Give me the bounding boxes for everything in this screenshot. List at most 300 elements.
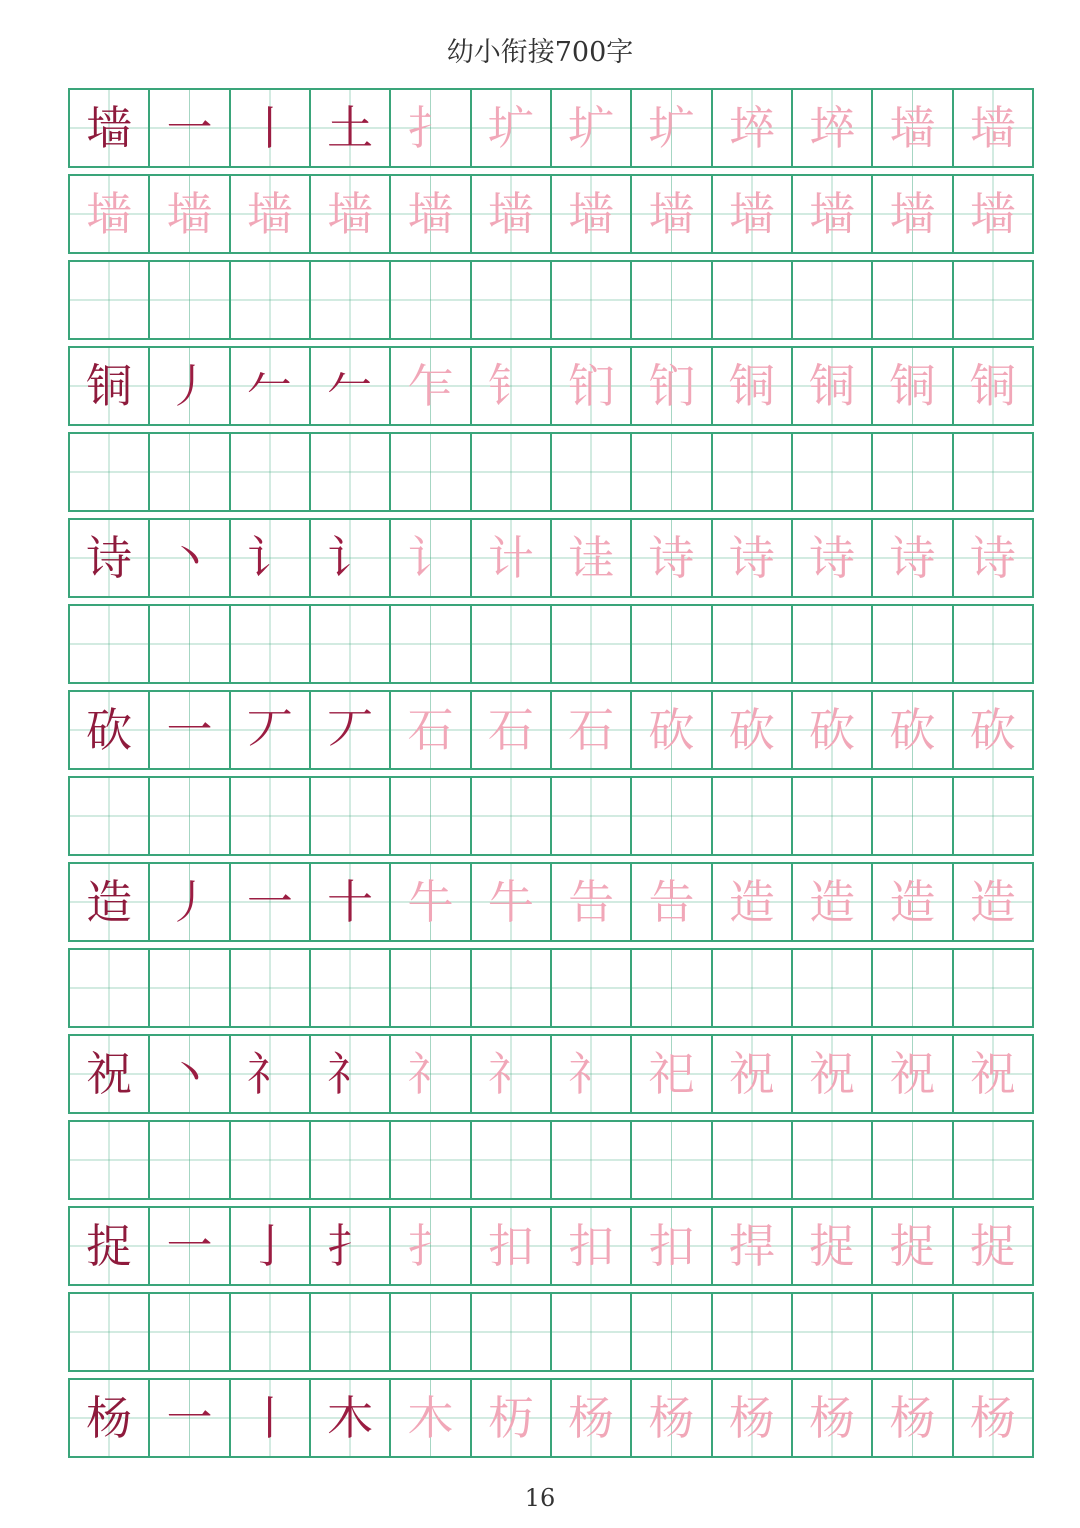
stroke-step-cell (791, 1034, 873, 1114)
stroke-step-character: 捉 (809, 1219, 856, 1273)
stroke-step-cell (952, 1378, 1034, 1458)
stroke-step-character: 丿 (166, 875, 213, 929)
blank-tian-cell (68, 776, 150, 856)
stroke-step-cell (550, 88, 632, 168)
blank-tian-cell (791, 260, 873, 340)
stroke-step-cell (711, 518, 793, 598)
blank-tian-cell (309, 948, 391, 1028)
stroke-step-cell (229, 88, 311, 168)
stroke-step-character: 丿 (166, 359, 213, 413)
stroke-step-character: 埣 (728, 101, 775, 155)
stroke-step-cell (309, 346, 391, 426)
stroke-step-character: 钔 (648, 359, 695, 413)
stroke-step-cell (309, 1378, 391, 1458)
stroke-step-cell (550, 1378, 632, 1458)
stroke-step-character: 杨 (889, 1391, 936, 1445)
stroke-step-character: 诗 (809, 531, 856, 585)
stroke-step-character: 造 (969, 875, 1016, 929)
stroke-step-cell (229, 862, 311, 942)
stroke-step-cell (630, 862, 712, 942)
stroke-step-cell (229, 518, 311, 598)
stroke-step-cell (389, 1378, 471, 1458)
blank-tian-cell (229, 1120, 311, 1200)
stroke-step-character: 祝 (969, 1047, 1016, 1101)
blank-tian-cell (389, 604, 471, 684)
stroke-step-cell (630, 1378, 712, 1458)
stroke-step-character: 铜 (809, 359, 856, 413)
blank-tian-cell (470, 260, 552, 340)
stroke-step-character: 石 (568, 703, 615, 757)
stroke-step-character: 诗 (728, 531, 775, 585)
stroke-step-character: 十 (327, 875, 374, 929)
stroke-step-character: 牛 (407, 875, 454, 929)
blank-tian-cell (389, 948, 471, 1028)
stroke-step-cell (791, 518, 873, 598)
blank-tian-cell (871, 776, 953, 856)
stroke-step-cell (871, 862, 953, 942)
blank-tian-cell (309, 432, 391, 512)
blank-tian-cell (229, 604, 311, 684)
blank-tian-cell (550, 432, 632, 512)
stroke-step-cell (791, 1378, 873, 1458)
blank-tian-cell (389, 1292, 471, 1372)
stroke-order-row (68, 1034, 1032, 1114)
stroke-order-row (68, 1206, 1032, 1286)
stroke-step-character: 铜 (969, 359, 1016, 413)
stroke-step-character: 丆 (246, 703, 293, 757)
stroke-step-character: 造 (889, 875, 936, 929)
stroke-step-character: 杨 (648, 1391, 695, 1445)
stroke-step-character: 砍 (889, 703, 936, 757)
stroke-step-character: 捉 (969, 1219, 1016, 1273)
stroke-step-cell (550, 690, 632, 770)
stroke-step-character: 一 (246, 875, 293, 929)
stroke-step-character: 讠 (246, 531, 293, 585)
stroke-step-cell (470, 862, 552, 942)
stroke-step-character: 礻 (407, 1047, 454, 1101)
blank-practice-row (68, 948, 1032, 1028)
stroke-step-cell (952, 174, 1034, 254)
stroke-step-character: 丶 (166, 1047, 213, 1101)
stroke-step-character: 祀 (648, 1047, 695, 1101)
stroke-step-cell (389, 518, 471, 598)
stroke-step-character: 𠂉 (246, 359, 293, 413)
model-character: 墙 (86, 187, 133, 241)
stroke-step-character: 一 (166, 703, 213, 757)
stroke-step-cell (550, 346, 632, 426)
stroke-step-cell (229, 690, 311, 770)
blank-tian-cell (791, 432, 873, 512)
stroke-step-cell (791, 346, 873, 426)
stroke-step-cell (550, 862, 632, 942)
blank-tian-cell (952, 948, 1034, 1028)
blank-tian-cell (309, 260, 391, 340)
stroke-step-character: 杨 (728, 1391, 775, 1445)
model-char-cell (68, 174, 150, 254)
blank-tian-cell (791, 776, 873, 856)
model-character: 诗 (86, 531, 133, 585)
stroke-step-character: 杤 (487, 1391, 534, 1445)
stroke-step-character: 墙 (969, 187, 1016, 241)
stroke-step-cell (871, 346, 953, 426)
stroke-step-character: 丶 (166, 531, 213, 585)
stroke-step-character: 祝 (889, 1047, 936, 1101)
stroke-step-character: 石 (487, 703, 534, 757)
blank-tian-cell (630, 604, 712, 684)
stroke-step-cell (470, 174, 552, 254)
blank-tian-cell (148, 432, 230, 512)
stroke-step-character: 墙 (407, 187, 454, 241)
stroke-step-cell (871, 88, 953, 168)
model-char-cell (68, 1206, 150, 1286)
stroke-step-character: 计 (487, 531, 534, 585)
stroke-step-cell (389, 862, 471, 942)
stroke-step-cell (871, 518, 953, 598)
stroke-step-character: 礻 (327, 1047, 374, 1101)
blank-tian-cell (711, 432, 793, 512)
stroke-step-cell (309, 88, 391, 168)
blank-tian-cell (630, 948, 712, 1028)
stroke-step-character: 诗 (969, 531, 1016, 585)
blank-tian-cell (550, 604, 632, 684)
stroke-step-cell (309, 690, 391, 770)
stroke-step-character: 𠂉 (327, 359, 374, 413)
model-character: 墙 (86, 101, 133, 155)
blank-tian-cell (550, 1292, 632, 1372)
stroke-step-cell (470, 690, 552, 770)
stroke-step-character: 杨 (809, 1391, 856, 1445)
stroke-step-cell (952, 1034, 1034, 1114)
stroke-step-character: 杨 (969, 1391, 1016, 1445)
stroke-step-character: 诖 (568, 531, 615, 585)
stroke-step-cell (309, 518, 391, 598)
blank-tian-cell (711, 604, 793, 684)
blank-tian-cell (470, 1120, 552, 1200)
model-char-cell (68, 518, 150, 598)
stroke-step-cell (550, 1206, 632, 1286)
stroke-step-character: 砍 (728, 703, 775, 757)
stroke-step-cell (470, 518, 552, 598)
stroke-step-cell (871, 1034, 953, 1114)
stroke-step-cell (711, 346, 793, 426)
model-character: 捉 (86, 1219, 133, 1273)
blank-tian-cell (68, 432, 150, 512)
blank-tian-cell (68, 260, 150, 340)
stroke-step-cell (711, 174, 793, 254)
stroke-order-row (68, 862, 1032, 942)
blank-practice-row (68, 432, 1032, 512)
stroke-step-character: 墙 (487, 187, 534, 241)
stroke-step-character: 钔 (568, 359, 615, 413)
stroke-step-character: 扌 (327, 1219, 374, 1273)
stroke-step-cell (952, 1206, 1034, 1286)
stroke-step-cell (470, 1034, 552, 1114)
stroke-step-cell (871, 1378, 953, 1458)
model-char-cell (68, 690, 150, 770)
stroke-step-character: 亅 (246, 1219, 293, 1273)
blank-tian-cell (229, 948, 311, 1028)
stroke-step-character: 丨 (246, 101, 293, 155)
stroke-step-cell (952, 346, 1034, 426)
blank-tian-cell (68, 948, 150, 1028)
stroke-step-character: 钅 (487, 359, 534, 413)
stroke-step-cell (148, 518, 230, 598)
stroke-step-cell (470, 346, 552, 426)
stroke-step-character: 埣 (809, 101, 856, 155)
blank-tian-cell (630, 1120, 712, 1200)
stroke-step-cell (148, 1034, 230, 1114)
blank-tian-cell (309, 776, 391, 856)
stroke-step-cell (148, 690, 230, 770)
stroke-step-character: 扌 (407, 101, 454, 155)
blank-practice-row (68, 776, 1032, 856)
blank-tian-cell (952, 604, 1034, 684)
blank-tian-cell (148, 1292, 230, 1372)
stroke-step-character: 造 (809, 875, 856, 929)
blank-tian-cell (389, 1120, 471, 1200)
blank-tian-cell (711, 776, 793, 856)
stroke-step-character: 礻 (487, 1047, 534, 1101)
blank-tian-cell (711, 1292, 793, 1372)
blank-tian-cell (550, 948, 632, 1028)
stroke-step-cell (550, 174, 632, 254)
model-char-cell (68, 88, 150, 168)
stroke-step-character: 扣 (487, 1219, 534, 1273)
stroke-step-cell (148, 1206, 230, 1286)
blank-practice-row (68, 604, 1032, 684)
stroke-step-cell (952, 690, 1034, 770)
stroke-step-cell (871, 1206, 953, 1286)
blank-practice-row (68, 1292, 1032, 1372)
blank-tian-cell (148, 776, 230, 856)
blank-tian-cell (389, 432, 471, 512)
stroke-step-cell (389, 88, 471, 168)
stroke-step-character: 圹 (648, 101, 695, 155)
stroke-step-character: 一 (166, 1219, 213, 1273)
blank-tian-cell (871, 260, 953, 340)
stroke-step-character: 杨 (568, 1391, 615, 1445)
stroke-step-cell (389, 346, 471, 426)
stroke-step-cell (952, 518, 1034, 598)
blank-tian-cell (711, 948, 793, 1028)
stroke-step-cell (630, 1034, 712, 1114)
stroke-step-cell (711, 1034, 793, 1114)
model-character: 造 (86, 875, 133, 929)
stroke-step-cell (630, 1206, 712, 1286)
blank-tian-cell (630, 432, 712, 512)
stroke-step-character: 一 (166, 1391, 213, 1445)
blank-tian-cell (711, 1120, 793, 1200)
stroke-step-character: 祝 (809, 1047, 856, 1101)
blank-tian-cell (952, 260, 1034, 340)
blank-tian-cell (148, 604, 230, 684)
stroke-step-cell (791, 1206, 873, 1286)
blank-tian-cell (470, 776, 552, 856)
stroke-step-character: 捉 (889, 1219, 936, 1273)
stroke-step-cell (630, 518, 712, 598)
stroke-step-cell (952, 862, 1034, 942)
stroke-step-character: 木 (327, 1391, 374, 1445)
blank-tian-cell (389, 776, 471, 856)
stroke-step-cell (550, 518, 632, 598)
blank-tian-cell (871, 1292, 953, 1372)
stroke-step-cell (309, 1206, 391, 1286)
stroke-order-row (68, 1378, 1032, 1458)
stroke-step-character: 木 (407, 1391, 454, 1445)
stroke-step-character: 圹 (487, 101, 534, 155)
stroke-step-cell (791, 88, 873, 168)
model-character: 铜 (86, 359, 133, 413)
stroke-step-cell (309, 174, 391, 254)
stroke-step-cell (791, 174, 873, 254)
stroke-step-character: 墙 (889, 101, 936, 155)
stroke-step-cell (871, 174, 953, 254)
stroke-step-character: 丨 (246, 1391, 293, 1445)
stroke-step-cell (148, 346, 230, 426)
stroke-step-cell (148, 1378, 230, 1458)
stroke-step-character: 墙 (809, 187, 856, 241)
stroke-step-cell (711, 690, 793, 770)
stroke-step-cell (550, 1034, 632, 1114)
stroke-step-cell (309, 862, 391, 942)
stroke-step-character: 捍 (728, 1219, 775, 1273)
stroke-step-character: 墙 (728, 187, 775, 241)
stroke-step-cell (791, 862, 873, 942)
blank-tian-cell (791, 1292, 873, 1372)
stroke-step-cell (389, 1206, 471, 1286)
blank-tian-cell (229, 260, 311, 340)
stroke-step-cell (309, 1034, 391, 1114)
stroke-step-cell (630, 690, 712, 770)
model-char-cell (68, 1034, 150, 1114)
stroke-step-character: 扣 (568, 1219, 615, 1273)
blank-tian-cell (389, 260, 471, 340)
stroke-step-cell (148, 174, 230, 254)
blank-tian-cell (309, 604, 391, 684)
stroke-step-cell (389, 174, 471, 254)
stroke-step-cell (148, 862, 230, 942)
stroke-step-cell (711, 1378, 793, 1458)
stroke-step-cell (470, 1206, 552, 1286)
stroke-step-character: 扌 (407, 1219, 454, 1273)
stroke-step-character: 墙 (648, 187, 695, 241)
blank-tian-cell (630, 260, 712, 340)
stroke-order-row (68, 88, 1032, 168)
model-char-cell (68, 1378, 150, 1458)
stroke-step-cell (229, 1206, 311, 1286)
blank-tian-cell (470, 432, 552, 512)
model-character: 祝 (86, 1047, 133, 1101)
stroke-step-cell (791, 690, 873, 770)
stroke-step-character: 扣 (648, 1219, 695, 1273)
blank-tian-cell (871, 1120, 953, 1200)
blank-tian-cell (470, 948, 552, 1028)
stroke-step-character: 墙 (246, 187, 293, 241)
blank-tian-cell (68, 1292, 150, 1372)
blank-tian-cell (148, 948, 230, 1028)
stroke-step-character: 礻 (246, 1047, 293, 1101)
blank-tian-cell (871, 432, 953, 512)
stroke-order-row (68, 518, 1032, 598)
blank-tian-cell (791, 948, 873, 1028)
stroke-step-cell (470, 1378, 552, 1458)
blank-tian-cell (871, 948, 953, 1028)
stroke-step-character: 墙 (969, 101, 1016, 155)
blank-tian-cell (229, 776, 311, 856)
blank-tian-cell (309, 1292, 391, 1372)
stroke-step-character: 墙 (327, 187, 374, 241)
blank-tian-cell (470, 1292, 552, 1372)
stroke-step-cell (630, 88, 712, 168)
stroke-step-character: 造 (728, 875, 775, 929)
model-char-cell (68, 862, 150, 942)
stroke-step-cell (229, 174, 311, 254)
stroke-step-character: 讠 (327, 531, 374, 585)
blank-tian-cell (229, 1292, 311, 1372)
stroke-step-character: 礻 (568, 1047, 615, 1101)
blank-tian-cell (711, 260, 793, 340)
stroke-step-cell (711, 1206, 793, 1286)
stroke-step-character: 铜 (728, 359, 775, 413)
stroke-step-cell (630, 346, 712, 426)
stroke-step-cell (871, 690, 953, 770)
stroke-step-cell (389, 1034, 471, 1114)
blank-tian-cell (791, 1120, 873, 1200)
stroke-step-character: 石 (407, 703, 454, 757)
blank-tian-cell (68, 1120, 150, 1200)
stroke-step-character: 墙 (166, 187, 213, 241)
stroke-step-cell (148, 88, 230, 168)
stroke-step-character: 乍 (407, 359, 454, 413)
stroke-order-row (68, 690, 1032, 770)
stroke-step-character: 铜 (889, 359, 936, 413)
blank-tian-cell (309, 1120, 391, 1200)
stroke-step-character: 墙 (568, 187, 615, 241)
stroke-step-character: 砍 (969, 703, 1016, 757)
stroke-step-character: 诗 (648, 531, 695, 585)
stroke-step-character: 砍 (648, 703, 695, 757)
blank-tian-cell (791, 604, 873, 684)
blank-tian-cell (952, 776, 1034, 856)
stroke-step-cell (711, 862, 793, 942)
blank-tian-cell (630, 1292, 712, 1372)
stroke-step-character: 墙 (889, 187, 936, 241)
model-character: 砍 (86, 703, 133, 757)
stroke-step-cell (711, 88, 793, 168)
blank-tian-cell (229, 432, 311, 512)
blank-tian-cell (550, 776, 632, 856)
stroke-step-cell (952, 88, 1034, 168)
blank-tian-cell (470, 604, 552, 684)
blank-tian-cell (871, 604, 953, 684)
blank-tian-cell (630, 776, 712, 856)
stroke-step-cell (470, 88, 552, 168)
stroke-step-character: 告 (648, 875, 695, 929)
blank-practice-row (68, 260, 1032, 340)
page-number: 16 (524, 1484, 556, 1512)
blank-tian-cell (550, 1120, 632, 1200)
blank-practice-row (68, 1120, 1032, 1200)
stroke-step-character: 砍 (809, 703, 856, 757)
page-title: 幼小衔接700字 (446, 37, 634, 68)
model-char-cell (68, 346, 150, 426)
stroke-step-character: 讠 (407, 531, 454, 585)
stroke-step-character: 牛 (487, 875, 534, 929)
stroke-step-cell (229, 346, 311, 426)
blank-tian-cell (148, 260, 230, 340)
stroke-order-row (68, 174, 1032, 254)
stroke-step-character: 一 (166, 101, 213, 155)
